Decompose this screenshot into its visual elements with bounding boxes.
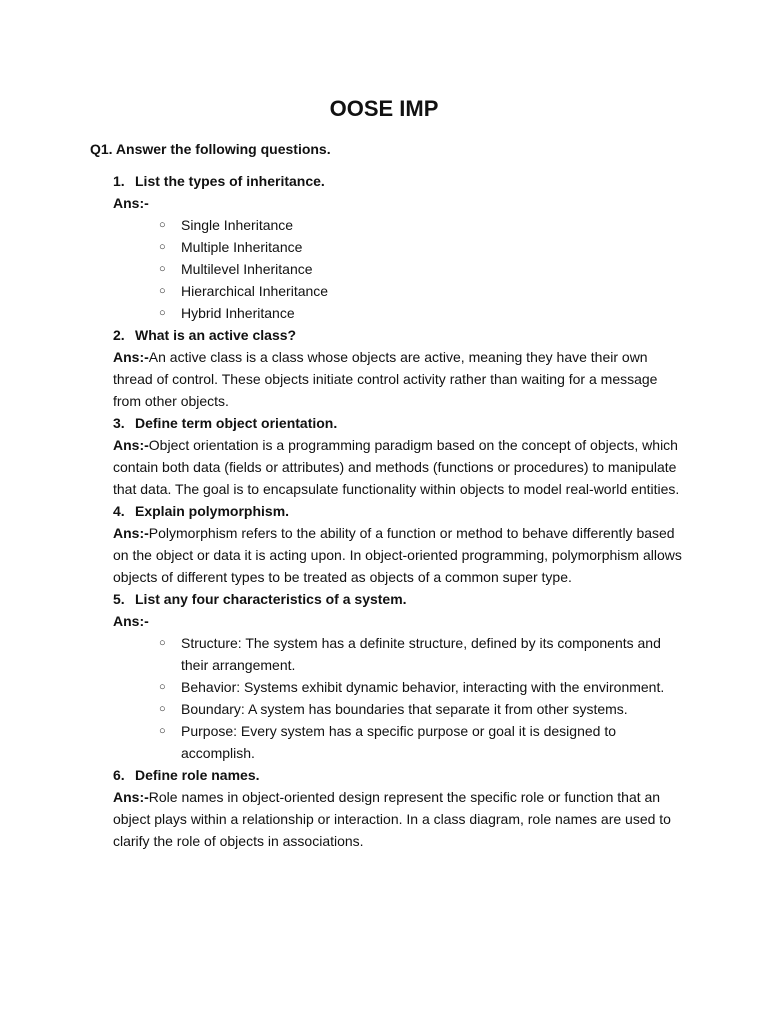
bullet-circle-icon: ○ [159, 703, 166, 715]
answer-text: An active class is a class whose objects are active, meaning they have their own thread of control. These objects initiate control activity rather than waiting for a message from other objects. [113, 349, 658, 409]
question-number: 4. [113, 503, 125, 519]
list-item [159, 632, 683, 676]
question-block-6 [113, 764, 683, 852]
answer-text: Polymorphism refers to the ability of a function or method to behave differently based on the object or data it is acting upon. In object-oriented programming, polymorphism allows objects of different types to be treated as objects of a common super type. [113, 525, 682, 585]
list-item-text: Boundary: A system has boundaries that separate it from other systems. [181, 701, 628, 717]
question-text: List the types of inheritance. [135, 173, 325, 189]
list-item-text: Multilevel Inheritance [181, 261, 313, 277]
list-item [159, 302, 683, 324]
answer-paragraph [113, 786, 683, 852]
list-item [159, 676, 683, 698]
answer-label: Ans:- [113, 789, 149, 805]
answer-label: Ans:- [113, 525, 149, 541]
bullet-circle-icon: ○ [159, 725, 166, 737]
list-item-text: Purpose: Every system has a specific purpose or goal it is designed to accomplish. [181, 723, 616, 761]
question-block-3 [113, 412, 683, 500]
question-number: 2. [113, 327, 125, 343]
answer-label: Ans:- [113, 437, 149, 453]
answer-paragraph [113, 346, 683, 412]
list-item [159, 236, 683, 258]
question-heading [113, 500, 683, 522]
answer-text: Object orientation is a programming paradigm based on the concept of objects, which contain both data (fields or attributes) and methods (functions or procedures) to manipulate that data. The goal is to encapsulate functionality within objects to model real-world entities. [113, 437, 680, 497]
answer-text: Role names in object-oriented design represent the specific role or function that an object plays within a relationship or interaction. In a class diagram, role names are used to clarify the role of objects in associations. [113, 789, 671, 849]
bullet-circle-icon: ○ [159, 241, 166, 253]
answer-paragraph [113, 434, 683, 500]
question-block-1 [113, 170, 683, 324]
answer-paragraph [113, 522, 683, 588]
bullet-circle-icon: ○ [159, 263, 166, 275]
list-item-text: Structure: The system has a definite structure, defined by its components and their arrangement. [181, 635, 661, 673]
list-item-text: Multiple Inheritance [181, 239, 303, 255]
answer-bullet-list [113, 632, 683, 764]
list-item [159, 214, 683, 236]
question-text: Define term object orientation. [135, 415, 338, 431]
list-item-text: Behavior: Systems exhibit dynamic behavior, interacting with the environment. [181, 679, 665, 695]
main-question: Q1. Answer the following questions. [90, 141, 331, 157]
list-item [159, 698, 683, 720]
answer-label: Ans:- [113, 195, 149, 211]
list-item-text: Hybrid Inheritance [181, 305, 295, 321]
question-block-4 [113, 500, 683, 588]
bullet-circle-icon: ○ [159, 285, 166, 297]
questions-list [113, 170, 683, 852]
question-heading [113, 170, 683, 192]
answer-paragraph [113, 610, 683, 632]
list-item [159, 720, 683, 764]
list-item-text: Hierarchical Inheritance [181, 283, 329, 299]
question-heading [113, 588, 683, 610]
page-title: OOSE IMP [329, 96, 439, 121]
question-number: 6. [113, 767, 125, 783]
bullet-circle-icon: ○ [159, 681, 166, 693]
question-heading [113, 412, 683, 434]
answer-paragraph [113, 192, 683, 214]
answer-bullet-list [113, 214, 683, 324]
list-item [159, 258, 683, 280]
question-heading [113, 764, 683, 786]
question-number: 5. [113, 591, 125, 607]
question-heading [113, 324, 683, 346]
bullet-circle-icon: ○ [159, 307, 166, 319]
question-text: What is an active class? [135, 327, 297, 343]
question-text: List any four characteristics of a system. [135, 591, 407, 607]
question-block-2 [113, 324, 683, 412]
list-item-text: Single Inheritance [181, 217, 294, 233]
question-number: 3. [113, 415, 125, 431]
answer-label: Ans:- [113, 349, 149, 365]
list-item [159, 280, 683, 302]
question-text: Define role names. [135, 767, 260, 783]
answer-label: Ans:- [113, 613, 149, 629]
question-text: Explain polymorphism. [135, 503, 290, 519]
question-number: 1. [113, 173, 125, 189]
bullet-circle-icon: ○ [159, 219, 166, 231]
bullet-circle-icon: ○ [159, 637, 166, 649]
question-block-5 [113, 588, 683, 764]
